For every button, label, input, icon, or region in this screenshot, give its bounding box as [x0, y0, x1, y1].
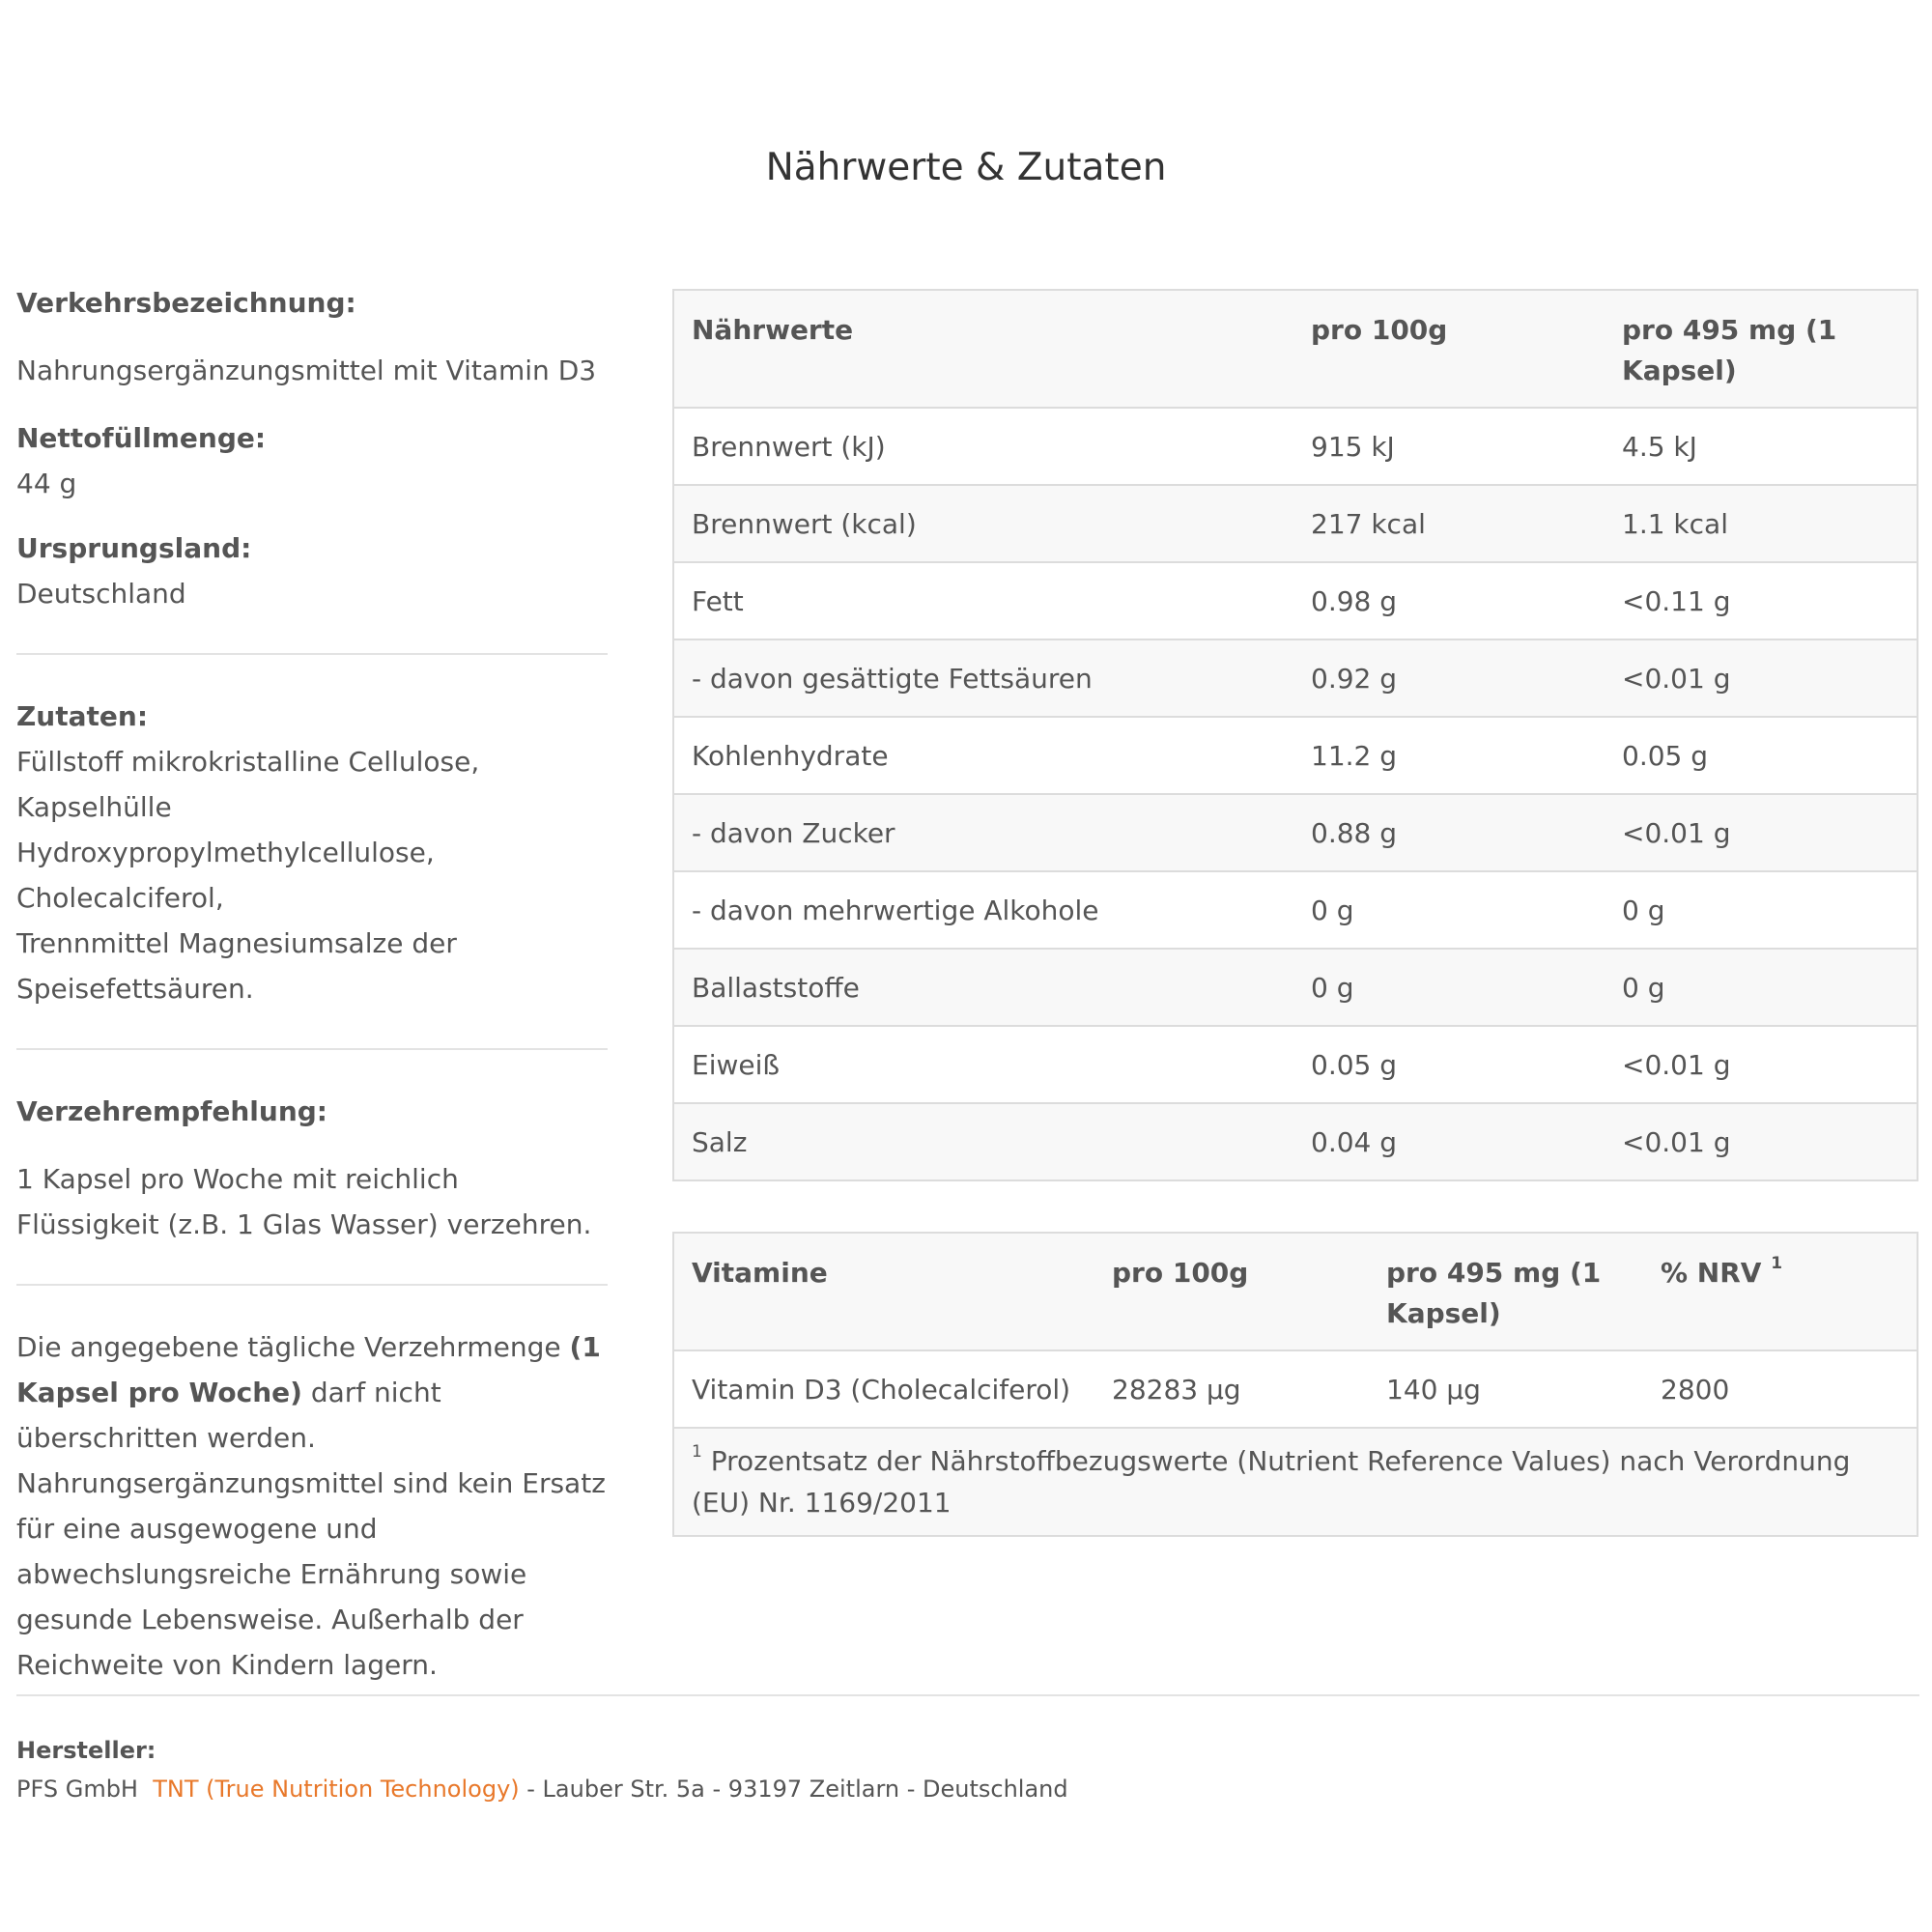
ingredient-line: Speisefettsäuren. — [16, 973, 254, 1005]
manufacturer-label: Hersteller: — [16, 1737, 156, 1764]
ingredient-line: Kapselhülle — [16, 791, 172, 823]
nutrient-name: - davon Zucker — [673, 794, 1293, 871]
value-per-capsule: <0.01 g — [1605, 1103, 1918, 1180]
value-per-100g: 0.05 g — [1293, 1026, 1605, 1103]
warning-text-end: darf nicht überschritten werden. Nahrungsergänzungsmittel sind kein Ersatz für eine ausgewogene und abwechslungsreiche Ernährung sowie gesunde Lebensweise. Außerhalb der Reichweite von Kindern lagern. — [16, 1377, 606, 1681]
column-header: pro 495 mg (1 Kapsel) — [1369, 1233, 1643, 1350]
origin-label: Ursprungsland: — [16, 532, 252, 564]
value-per-capsule: <0.11 g — [1605, 562, 1918, 639]
value-per-100g: 0.88 g — [1293, 794, 1605, 871]
warning-dose-highlight: (1 Kapsel pro Woche) — [16, 1331, 601, 1408]
origin-value: Deutschland — [16, 578, 186, 610]
nrv-header-label: % NRV — [1661, 1257, 1762, 1289]
footnote-marker: 1 — [1771, 1253, 1783, 1273]
designation-value: Nahrungsergänzungsmittel mit Vitamin D3 — [16, 355, 597, 386]
nutrient-name: Fett — [673, 562, 1293, 639]
ingredients-label: Zutaten: — [16, 700, 149, 732]
table-row — [673, 639, 1918, 717]
nutrient-name: - davon gesättigte Fettsäuren — [673, 639, 1293, 717]
divider — [16, 1048, 608, 1050]
vitamin-name: Vitamin D3 (Cholecalciferol) — [673, 1350, 1094, 1428]
nutrient-name: Brennwert (kcal) — [673, 485, 1293, 562]
table-row — [673, 562, 1918, 639]
value-per-100g: 0 g — [1293, 871, 1605, 949]
ingredient-line: Hydroxypropylmethylcellulose, — [16, 837, 435, 868]
table-row — [673, 949, 1918, 1026]
table-row — [673, 1350, 1918, 1428]
table-footnote-row — [673, 1428, 1918, 1536]
table-row — [673, 485, 1918, 562]
column-header: Vitamine — [673, 1233, 1094, 1350]
ingredient-line: Füllstoff mikrokristalline Cellulose, — [16, 746, 480, 778]
value-per-100g: 0.98 g — [1293, 562, 1605, 639]
dosage-value: 1 Kapsel pro Woche mit reichlich Flüssigkeit (z.B. 1 Glas Wasser) verzehren. — [16, 1163, 592, 1240]
designation-label: Verkehrsbezeichnung: — [16, 287, 356, 319]
nutrition-table — [672, 289, 1918, 1181]
value-per-capsule: 0 g — [1605, 949, 1918, 1026]
value-per-capsule: 0.05 g — [1605, 717, 1918, 794]
dosage-label: Verzehrempfehlung: — [16, 1095, 327, 1127]
brand-link[interactable]: TNT (True Nutrition Technology) — [153, 1776, 520, 1803]
footnote — [673, 1428, 1918, 1536]
ingredient-line: Cholecalciferol, — [16, 882, 224, 914]
divider — [16, 1284, 608, 1286]
table-header-row — [673, 290, 1918, 408]
vitamin-table — [672, 1232, 1918, 1537]
manufacturer-line — [16, 1770, 1068, 1808]
value-per-capsule: 140 µg — [1369, 1350, 1643, 1428]
company-name: PFS GmbH — [16, 1776, 138, 1803]
nutrient-name: Kohlenhydrate — [673, 717, 1293, 794]
table-row — [673, 717, 1918, 794]
company-address: - Lauber Str. 5a - 93197 Zeitlarn - Deutschland — [519, 1776, 1068, 1803]
footnote-text: Prozentsatz der Nährstoffbezugswerte (Nutrient Reference Values) nach Verordnung (EU) Nr. 1169/2011 — [692, 1445, 1851, 1519]
value-per-100g: 915 kJ — [1293, 408, 1605, 485]
nutrient-name: Brennwert (kJ) — [673, 408, 1293, 485]
column-header: Nährwerte — [673, 290, 1293, 408]
ingredient-line: Trennmittel Magnesiumsalze der — [16, 927, 457, 959]
nutrient-name: Salz — [673, 1103, 1293, 1180]
value-per-100g: 0.04 g — [1293, 1103, 1605, 1180]
footer-divider — [16, 1694, 1919, 1696]
table-row — [673, 408, 1918, 485]
value-per-capsule: <0.01 g — [1605, 639, 1918, 717]
table-row — [673, 871, 1918, 949]
value-per-capsule: 0 g — [1605, 871, 1918, 949]
value-per-capsule: <0.01 g — [1605, 794, 1918, 871]
warning-text-start: Die angegebene tägliche Verzehrmenge — [16, 1331, 570, 1363]
value-per-100g: 0 g — [1293, 949, 1605, 1026]
value-per-100g: 28283 µg — [1094, 1350, 1369, 1428]
nutrient-name: Eiweiß — [673, 1026, 1293, 1103]
value-per-capsule: 4.5 kJ — [1605, 408, 1918, 485]
value-per-100g: 11.2 g — [1293, 717, 1605, 794]
value-per-100g: 217 kcal — [1293, 485, 1605, 562]
value-per-capsule: <0.01 g — [1605, 1026, 1918, 1103]
value-per-capsule: 1.1 kcal — [1605, 485, 1918, 562]
page-title: Nährwerte & Zutaten — [765, 146, 1167, 189]
nutrient-name: - davon mehrwertige Alkohole — [673, 871, 1293, 949]
net-quantity-label: Nettofüllmenge: — [16, 422, 267, 454]
net-quantity-value: 44 g — [16, 468, 77, 499]
column-header: pro 100g — [1293, 290, 1605, 408]
warning-text — [16, 1324, 608, 1688]
table-row — [673, 794, 1918, 871]
nutrient-name: Ballaststoffe — [673, 949, 1293, 1026]
value-per-100g: 0.92 g — [1293, 639, 1605, 717]
ingredients-list — [16, 739, 608, 1011]
column-header — [1643, 1233, 1918, 1350]
footnote-marker: 1 — [692, 1441, 702, 1462]
product-info-column — [16, 280, 608, 1688]
nrv-value: 2800 — [1643, 1350, 1918, 1428]
table-row — [673, 1103, 1918, 1180]
column-header: pro 100g — [1094, 1233, 1369, 1350]
table-row — [673, 1026, 1918, 1103]
table-header-row — [673, 1233, 1918, 1350]
divider — [16, 653, 608, 655]
column-header: pro 495 mg (1 Kapsel) — [1605, 290, 1918, 408]
manufacturer-info — [16, 1731, 1068, 1808]
